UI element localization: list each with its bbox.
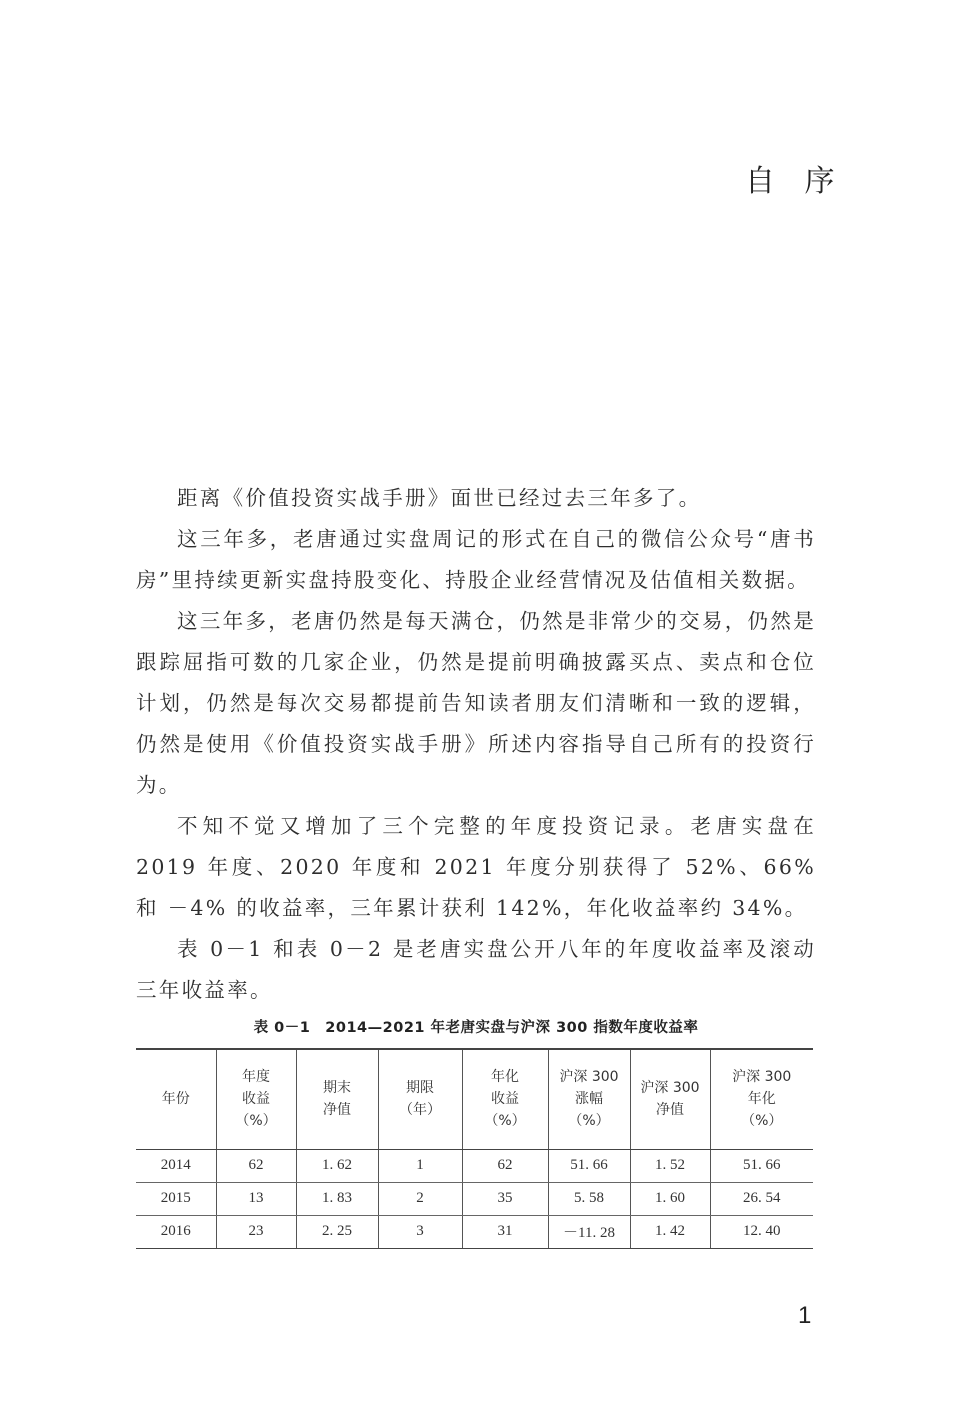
table-cell: 31 (462, 1215, 548, 1248)
table-cell: 5. 58 (548, 1182, 630, 1215)
column-header-line: （年） (399, 1102, 441, 1119)
chapter-heading: 自 序 (745, 164, 845, 199)
table-cell: 26. 54 (710, 1182, 813, 1215)
table-header (136, 1049, 813, 1149)
table-cell: 2015 (136, 1182, 216, 1215)
table-body (136, 1149, 813, 1248)
table-cell: 1. 62 (296, 1149, 378, 1182)
table-cell: 1. 52 (630, 1149, 710, 1182)
table-cell: 13 (216, 1182, 296, 1215)
table-caption: 表 0－1 2014—2021 年老唐实盘与沪深 300 指数年度收益率 (253, 1020, 699, 1036)
paragraph: 距离《价值投资实战手册》面世已经过去三年多了。 (177, 486, 702, 510)
table-cell: 2 (378, 1182, 462, 1215)
table-cell: 1. 42 (630, 1215, 710, 1248)
column-header-line: （%） (741, 1113, 783, 1130)
table-cell: 62 (462, 1149, 548, 1182)
table-cell: 1. 60 (630, 1182, 710, 1215)
paragraph: 不知不觉又增加了三个完整的年度投资记录。老唐实盘在 2019 年度、2020 年度和 2021 年度分别获得了 52%、66% 和 －4% 的收益率，三年累计获利 142%，年化收益率约 34%。 (136, 814, 816, 920)
column-header-line: 期末 (323, 1080, 351, 1097)
table-cell: 3 (378, 1215, 462, 1248)
column-header (630, 1049, 710, 1149)
column-header-line: 收益 (242, 1091, 270, 1108)
column-header-line: （%） (484, 1113, 526, 1130)
column-header-line: 沪深 300 (559, 1069, 619, 1086)
table-cell: 35 (462, 1182, 548, 1215)
table-row (136, 1215, 813, 1248)
table-cell: 12. 40 (710, 1215, 813, 1248)
column-header-line: 年化 (747, 1091, 776, 1108)
page-number: 1 (798, 1302, 812, 1329)
column-header-line: 期限 (406, 1080, 434, 1097)
column-header (710, 1049, 813, 1149)
column-header-line: 收益 (491, 1091, 519, 1108)
paragraph: 这三年多，老唐通过实盘周记的形式在自己的微信公众号“唐书房”里持续更新实盘持股变化、持股企业经营情况及估值相关数据。 (136, 527, 816, 592)
column-header (216, 1049, 296, 1149)
column-header-line: 涨幅 (575, 1091, 603, 1108)
column-header-line: 沪深 300 (732, 1069, 792, 1086)
table-cell: 1 (378, 1149, 462, 1182)
paragraph: 表 0－1 和表 0－2 是老唐实盘公开八年的年度收益率及滚动三年收益率。 (136, 937, 816, 1002)
column-header-line: 净值 (323, 1102, 351, 1119)
table-cell: 1. 83 (296, 1182, 378, 1215)
column-header-line: 沪深 300 (640, 1080, 700, 1097)
table-row (136, 1182, 813, 1215)
table-cell: 62 (216, 1149, 296, 1182)
column-header (378, 1049, 462, 1149)
table-cell: 2014 (136, 1149, 216, 1182)
column-header-line: （%） (568, 1113, 610, 1130)
column-header-line: 年份 (161, 1091, 190, 1108)
column-header (136, 1049, 216, 1149)
table-cell: 51. 66 (548, 1149, 630, 1182)
body-text (136, 478, 816, 1011)
column-header-line: （%） (235, 1113, 277, 1130)
paragraph: 这三年多，老唐仍然是每天满仓，仍然是非常少的交易，仍然是跟踪屈指可数的几家企业，仍然是提前明确披露买点、卖点和仓位计划，仍然是每次交易都提前告知读者朋友们清晰和一致的逻辑，仍然是使用《价值投资实战手册》所述内容指导自己所有的投资行为。 (136, 609, 816, 797)
header-row (136, 1049, 813, 1149)
table-cell: 2016 (136, 1215, 216, 1248)
column-header-line: 年度 (242, 1069, 270, 1086)
column-header-line: 年化 (491, 1069, 519, 1086)
table-cell: －11. 28 (548, 1215, 630, 1248)
column-header (462, 1049, 548, 1149)
column-header (296, 1049, 378, 1149)
table-row (136, 1149, 813, 1182)
returns-table (136, 1048, 813, 1249)
column-header (548, 1049, 630, 1149)
table-cell: 23 (216, 1215, 296, 1248)
column-header-line: 净值 (656, 1102, 684, 1119)
table-cell: 2. 25 (296, 1215, 378, 1248)
table-cell: 51. 66 (710, 1149, 813, 1182)
